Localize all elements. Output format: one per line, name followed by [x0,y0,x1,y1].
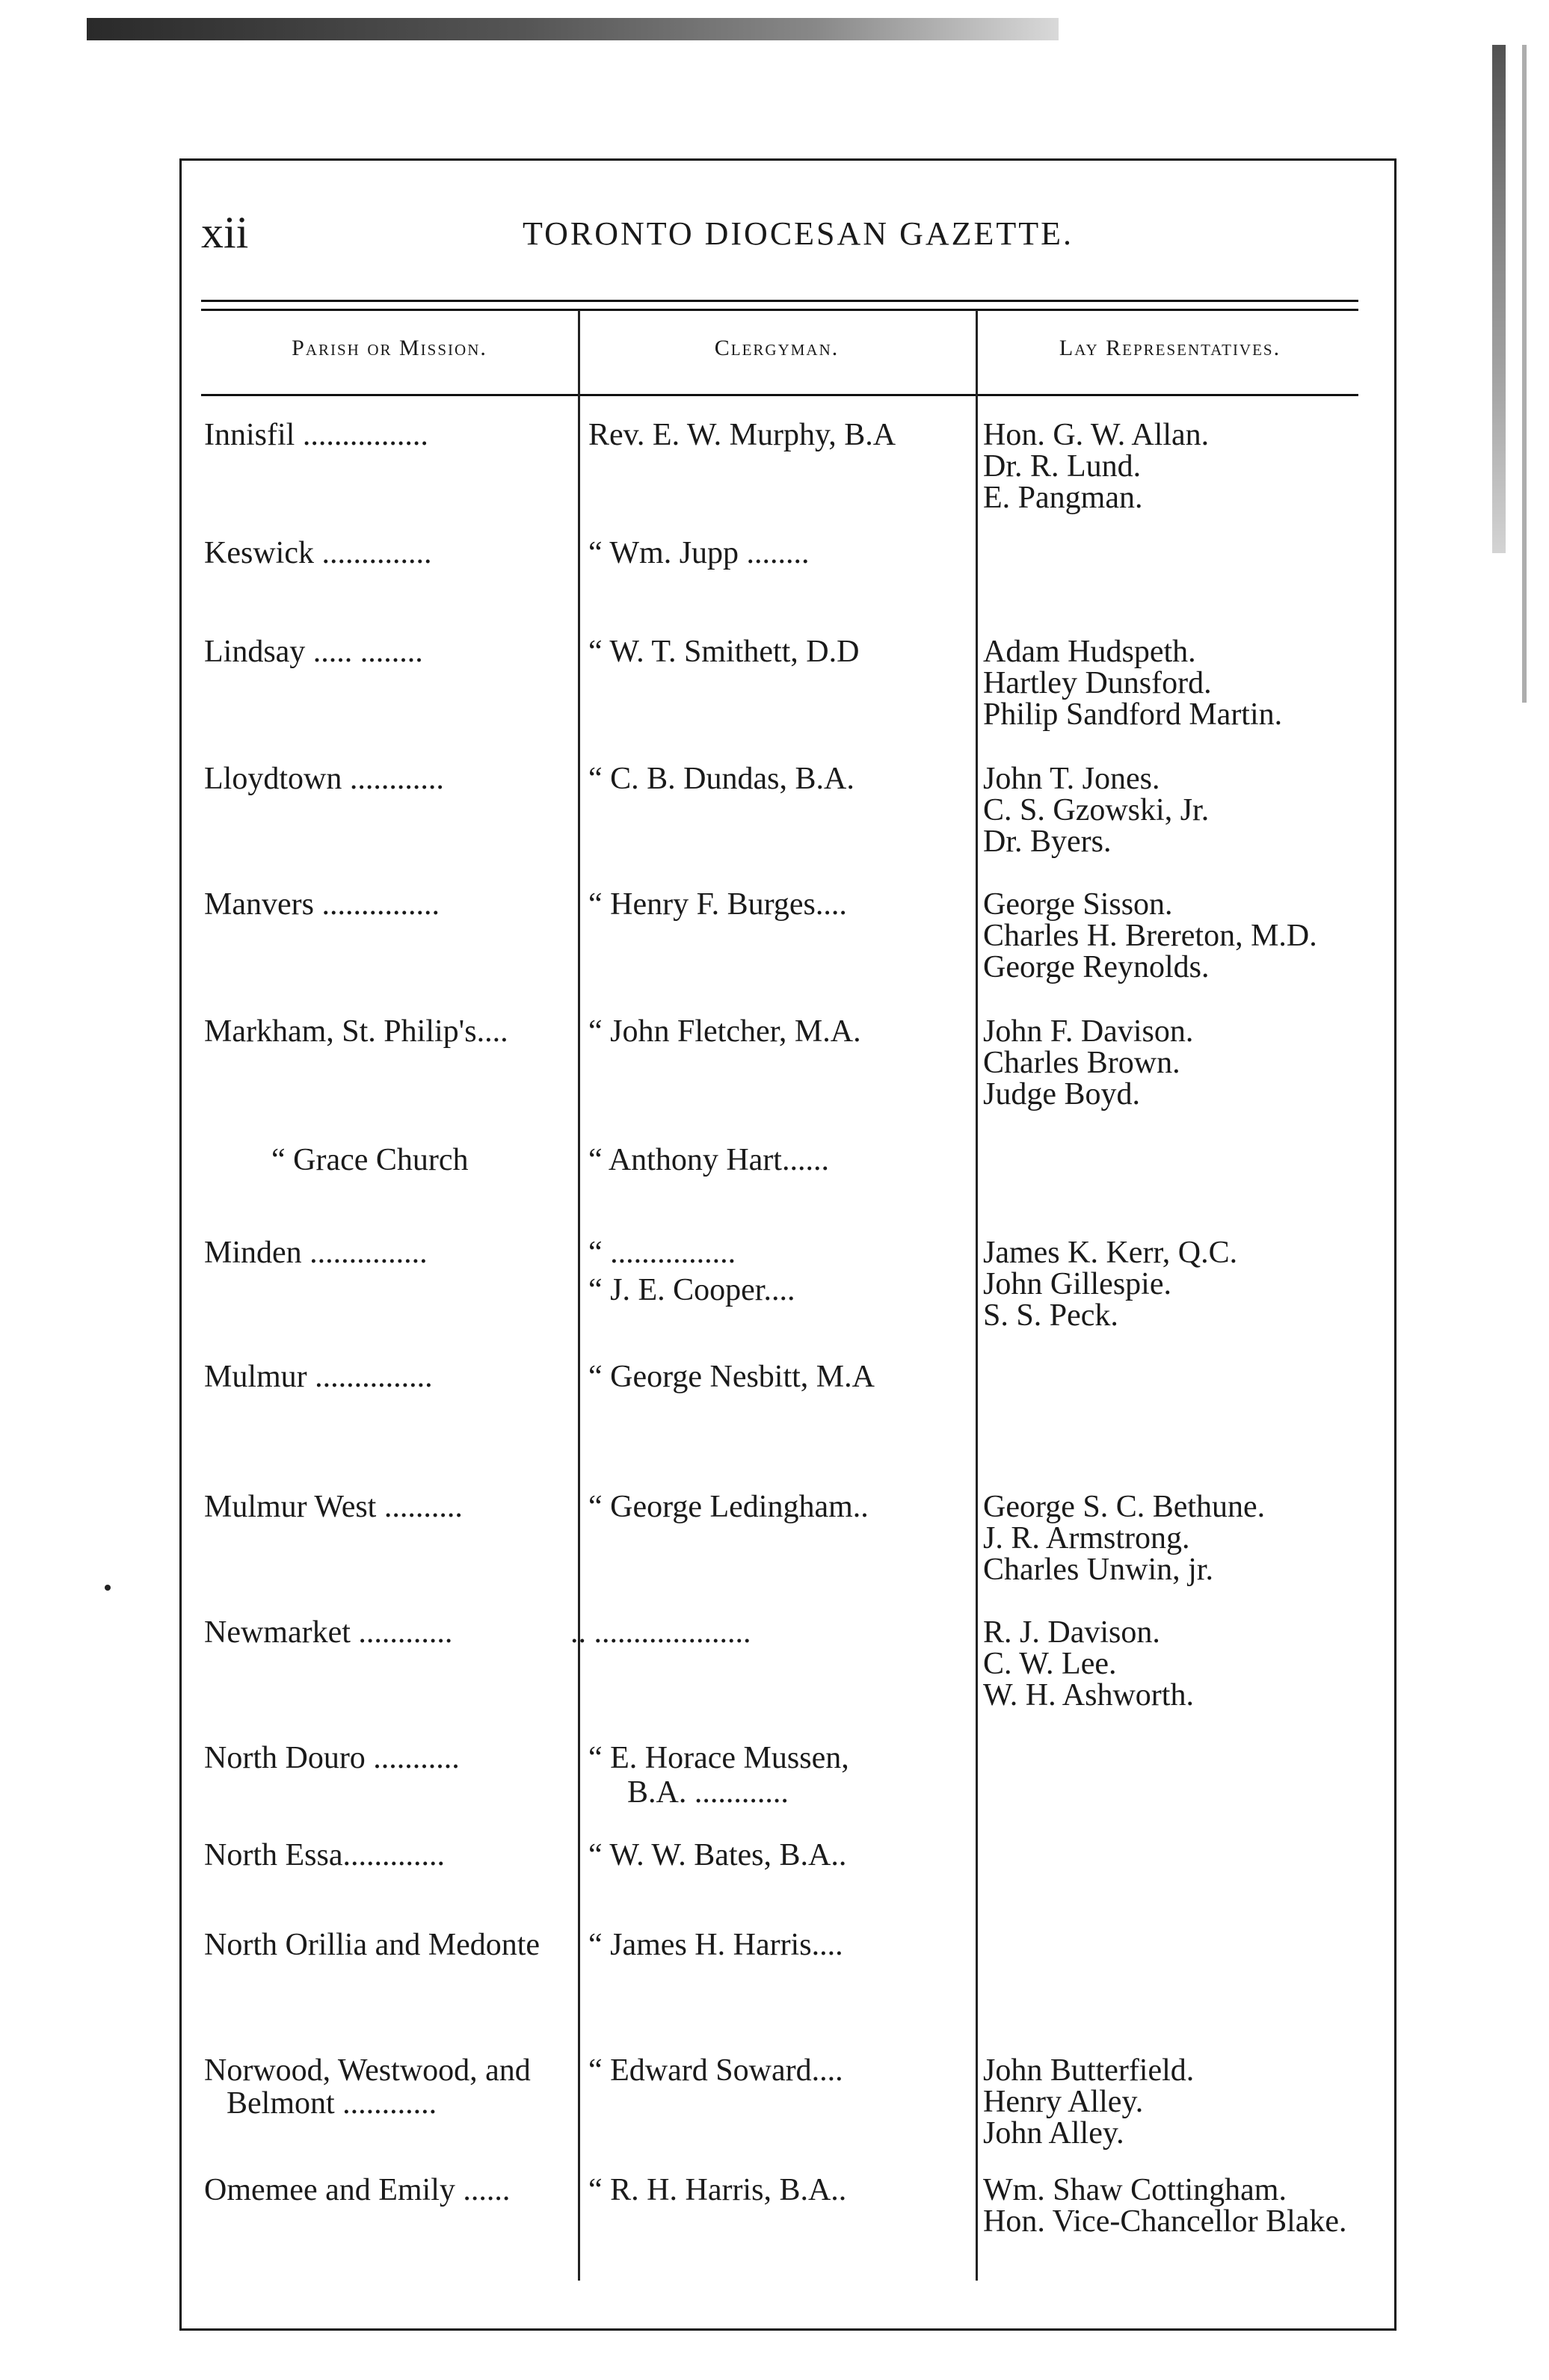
lay-representatives [983,763,1387,857]
running-head: TORONTO DIOCESAN GAZETTE. [523,215,1074,252]
clergyman-name: “ ................ [588,1236,736,1270]
clergyman-degree: B.A. ............ [627,1775,789,1810]
scan-spine-line [1522,45,1527,703]
header-rule-second [201,309,1358,311]
clergyman-name: .. .................... [570,1615,751,1650]
parish-name: Mulmur ............... [204,1360,433,1394]
lay-rep: J. R. Armstrong. [983,1521,1190,1556]
scan-edge-shadow [87,18,1059,40]
lay-rep: E. Pangman. [983,481,1143,515]
lay-rep: C. W. Lee. [983,1647,1117,1681]
clergyman-name: “ Wm. Jupp ........ [588,536,810,570]
lay-rep: C. S. Gzowski, Jr. [983,793,1210,827]
parish-name: Minden ............... [204,1236,428,1270]
clergyman-name-second: “ J. E. Cooper.... [588,1273,795,1307]
clergyman-name: “ George Nesbitt, M.A [588,1360,875,1394]
lay-rep: John T. Jones. [983,762,1160,796]
clergyman-name: “ E. Horace Mussen, [588,1741,849,1775]
header-rule-top [201,300,1358,302]
parish-name: Markham, St. Philip's.... [204,1014,508,1049]
lay-representatives [983,889,1387,983]
lay-rep: John Butterfield. [983,2053,1195,2088]
parish-name: Norwood, Westwood, and [204,2053,531,2088]
clergyman-name: “ W. T. Smithett, D.D [588,635,860,669]
header-clergyman: Clergyman. [714,336,840,360]
lay-representatives [983,1237,1387,1331]
parish-name: Manvers ............... [204,887,440,922]
lay-representatives [983,636,1387,730]
clergyman-name: “ R. H. Harris, B.A.. [588,2173,847,2207]
scan-speck [105,1585,111,1591]
parish-name: Keswick .............. [204,536,432,570]
lay-rep: Hon. Vice-Chancellor Blake. [983,2204,1347,2239]
lay-rep: John Gillespie. [983,1267,1171,1301]
lay-rep: Charles Brown. [983,1046,1180,1080]
clergyman-name: “ James H. Harris.... [588,1928,843,1962]
clergyman-name: “ Anthony Hart...... [588,1143,829,1177]
lay-rep: Dr. R. Lund. [983,449,1142,484]
clergyman-name: Rev. E. W. Murphy, B.A [588,418,896,452]
header-lay-representatives: Lay Representatives. [1059,336,1281,360]
clergyman-name: “ Edward Soward.... [588,2053,843,2088]
lay-representatives [983,2174,1387,2237]
parish-name: Innisfil ................ [204,418,428,452]
lay-rep: Henry Alley. [983,2085,1144,2119]
header-parish: Parish or Mission. [292,336,487,360]
parish-name: “ Grace Church [271,1143,469,1177]
lay-representatives [983,1491,1387,1585]
column-divider-2 [976,310,978,2281]
gazette-page [179,158,1396,2331]
clergyman-name: “ C. B. Dundas, B.A. [588,762,854,796]
lay-rep: John F. Davison. [983,1014,1194,1049]
clergyman-name: “ W. W. Bates, B.A.. [588,1838,847,1872]
lay-rep: W. H. Ashworth. [983,1678,1194,1712]
parish-name: North Essa............. [204,1838,445,1872]
parish-name: North Douro ........... [204,1741,460,1775]
clergyman-name: “ Henry F. Burges.... [588,887,847,922]
parish-name: Mulmur West .......... [204,1490,463,1524]
parish-name: Lloydtown ............ [204,762,444,796]
parish-name: Omemee and Emily ...... [204,2173,511,2207]
lay-rep: Charles H. Brereton, M.D. [983,919,1317,953]
lay-rep: George Reynolds. [983,950,1210,984]
clergyman-name: “ George Ledingham.. [588,1490,869,1524]
lay-rep: R. J. Davison. [983,1615,1160,1650]
lay-representatives [983,419,1387,514]
clergyman-name: “ John Fletcher, M.A. [588,1014,861,1049]
lay-representatives [983,1617,1387,1711]
lay-representatives [983,2055,1387,2149]
lay-rep: John Alley. [983,2116,1124,2151]
lay-rep: Hartley Dunsford. [983,666,1212,700]
column-divider-1 [578,310,580,2281]
lay-rep: Philip Sandford Martin. [983,697,1283,732]
lay-rep: James K. Kerr, Q.C. [983,1236,1238,1270]
page-number: xii [201,208,249,257]
lay-rep: Hon. G. W. Allan. [983,418,1210,452]
header-rule-bottom [201,394,1358,396]
parish-name: North Orillia and Medonte [204,1928,541,1962]
parish-name: Newmarket ............ [204,1615,453,1650]
parish-name: Lindsay ..... ........ [204,635,423,669]
lay-rep: Wm. Shaw Cottingham. [983,2173,1287,2207]
lay-rep: Dr. Byers. [983,824,1112,859]
parish-name-continued: Belmont ............ [227,2086,437,2121]
lay-rep: Charles Unwin, jr. [983,1553,1213,1587]
lay-rep: Judge Boyd. [983,1077,1140,1112]
lay-rep: George S. C. Bethune. [983,1490,1266,1524]
lay-rep: S. S. Peck. [983,1298,1118,1333]
lay-representatives [983,1016,1387,1110]
lay-rep: George Sisson. [983,887,1173,922]
scan-spine-shadow [1492,45,1506,553]
lay-rep: Adam Hudspeth. [983,635,1196,669]
